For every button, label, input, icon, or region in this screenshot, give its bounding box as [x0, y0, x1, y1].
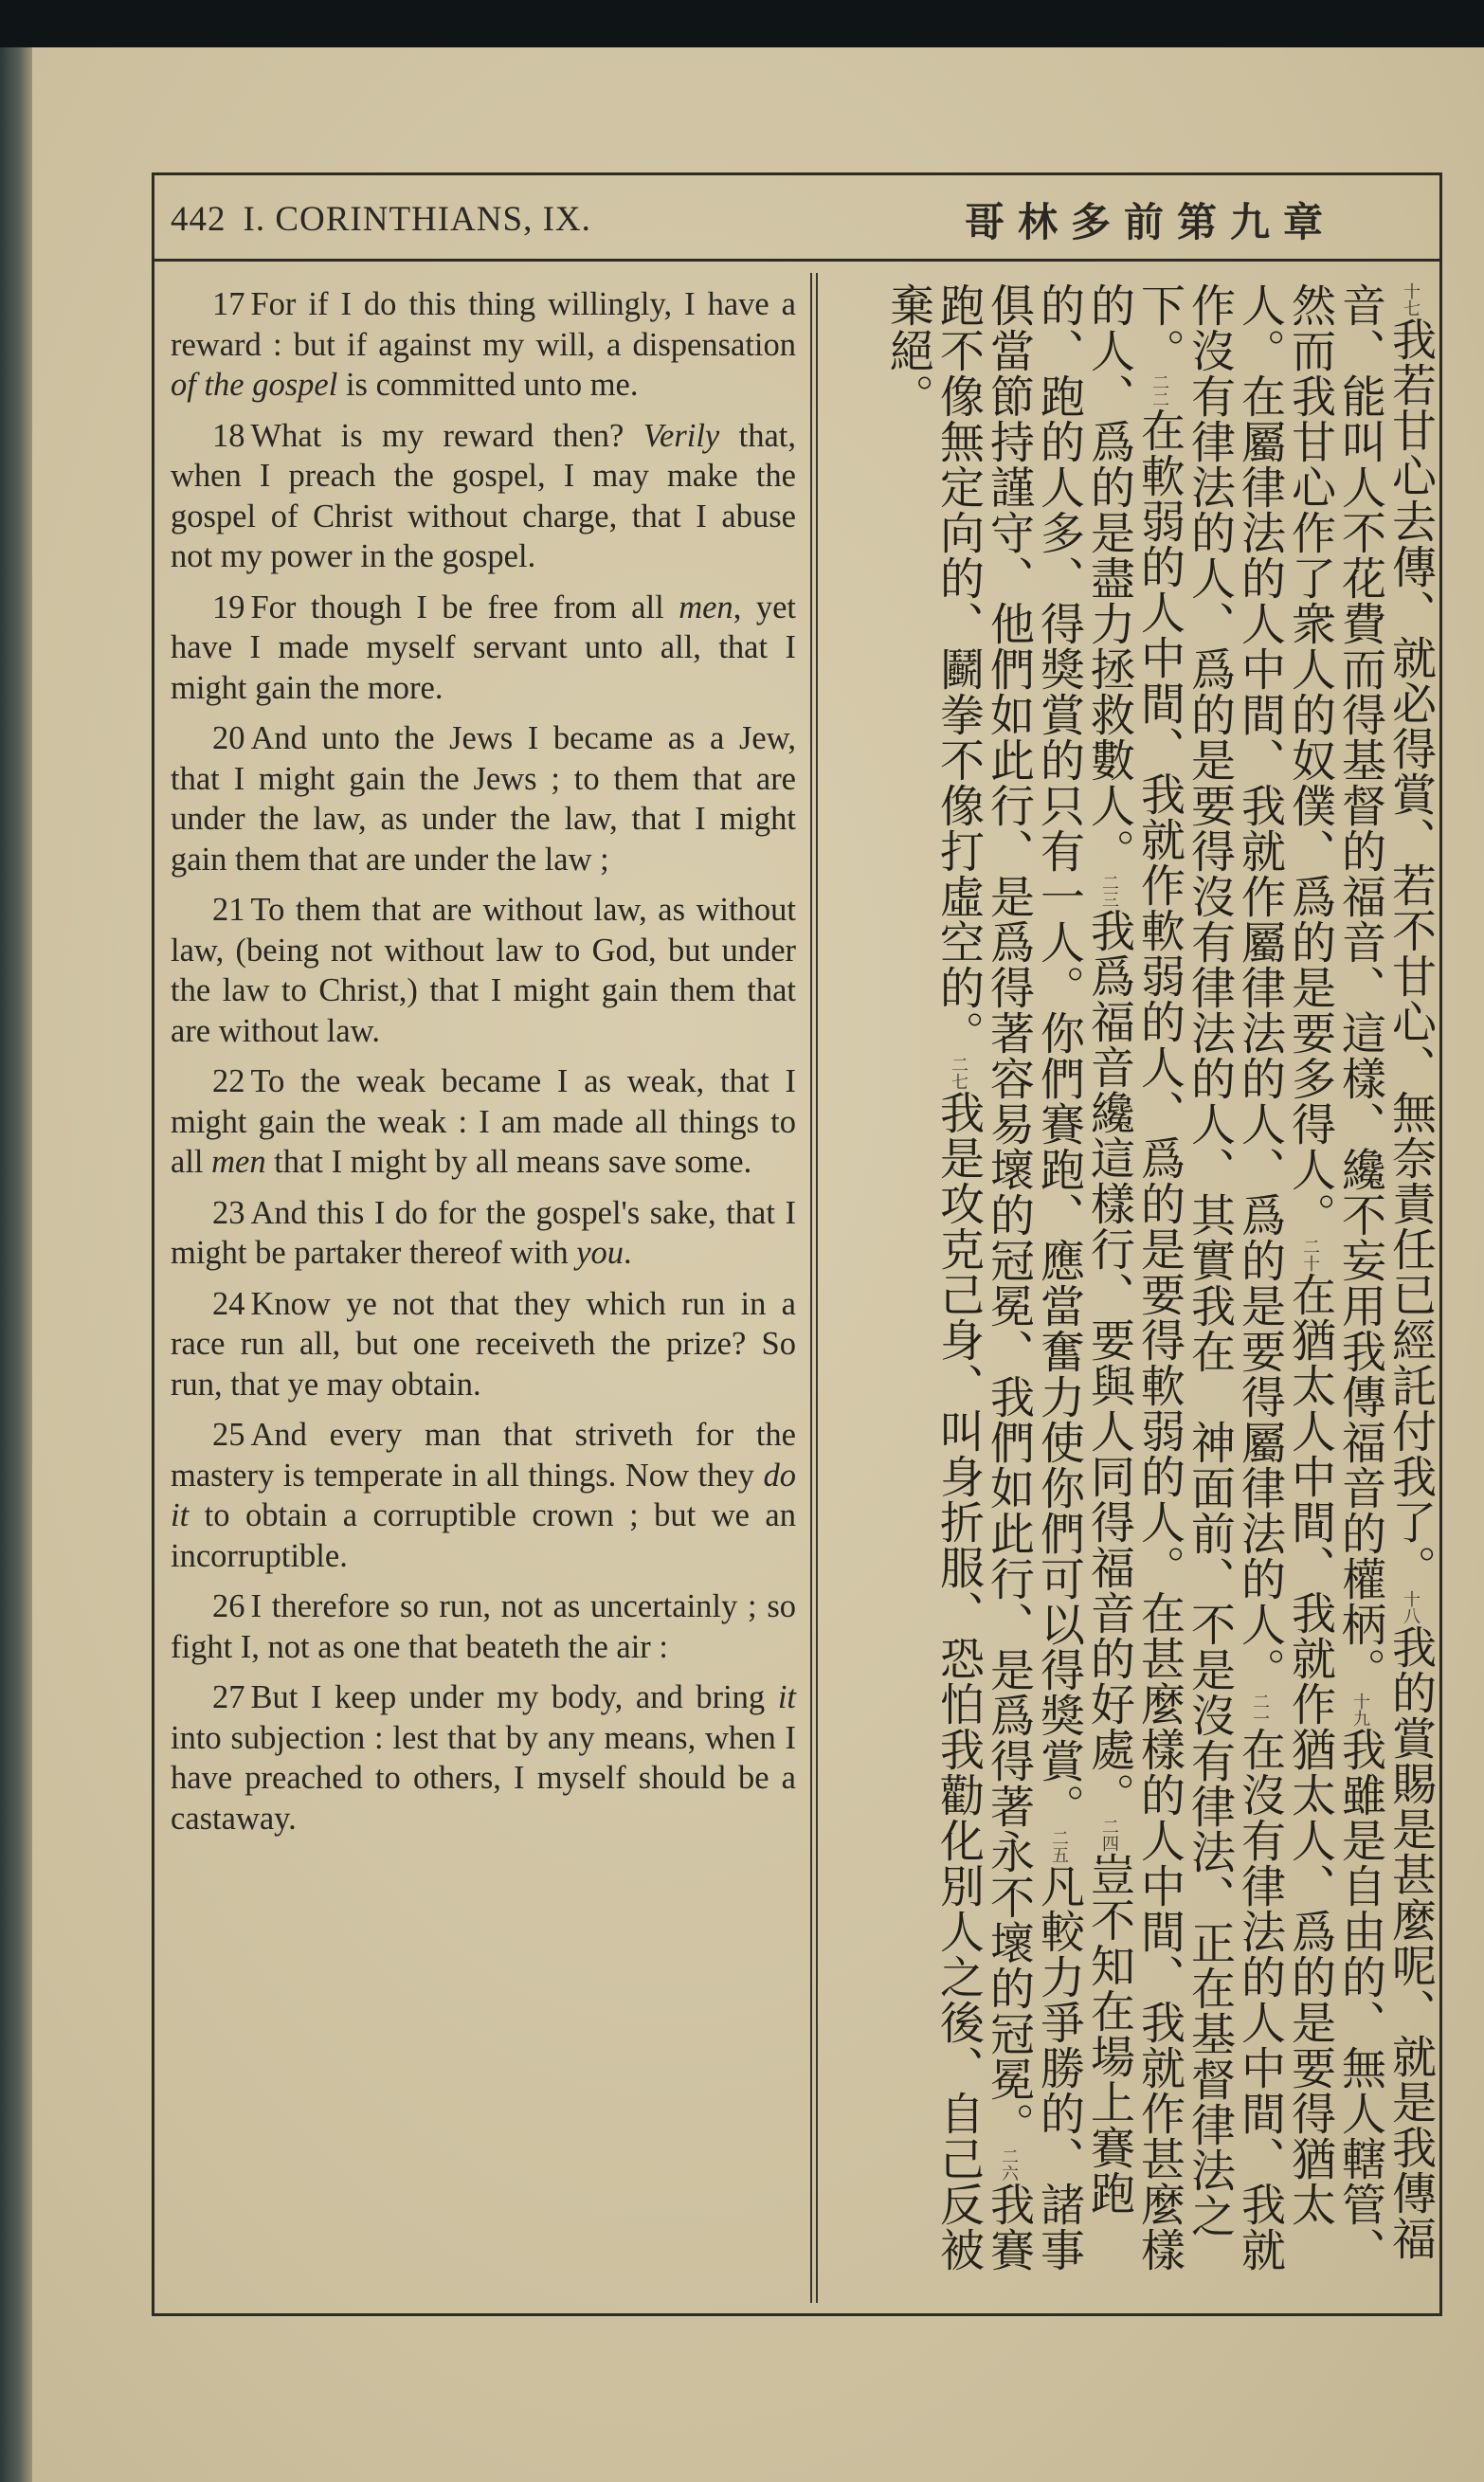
verse-number: 20	[212, 720, 245, 756]
chinese-verse-text: 凡較力爭勝的、諸事俱當節持謹守、他們如此行、是爲得著容易壞的冠冕、我們如此行、是爲得著永不壞的冠冕。	[983, 282, 1085, 2273]
chinese-verse-text: 豈不知在場上賽跑的、跑的人多、得獎賞的只有一人。你們賽跑、應當奮力使你們可以得獎賞。	[1033, 282, 1135, 2216]
chinese-text-column	[829, 282, 1436, 2301]
english-verse	[171, 890, 796, 1051]
chinese-verse-number: 二五	[1049, 1829, 1069, 1863]
verse-text: to obtain a corruptible crown ; but we an incorruptible.	[171, 1497, 796, 1574]
verse-number: 25	[212, 1417, 245, 1453]
english-verse	[171, 1415, 796, 1576]
chinese-verse-text: 在沒有律法的人中間、我就作沒有律法的人、爲的是要得沒有律法的人、其實我在 神面前、不是沒有律法、正在基督律法之下。	[1133, 282, 1286, 2273]
verse-number: 23	[212, 1194, 245, 1231]
verse-number: 19	[212, 589, 245, 625]
verse-text: , yet have I made myself servant unto all, that I might gain the more.	[171, 589, 796, 706]
chinese-verse-text: 我是攻克己身、叫身折服、恐怕我勸化別人之後、自己反被棄絕。	[882, 282, 985, 2273]
english-verse	[171, 1677, 796, 1839]
chinese-verse-text: 我的賞賜是甚麼呢、就是我傳福音、能叫人不花費而得基督的福音、這樣、纔不妄用我傳福音的權柄。	[1334, 282, 1437, 2261]
verse-text: And unto the Jews I became as a Jew, that I might gain the Jews ; to them that are under the law, as under the law, that I might gain them that are under the law ;	[171, 720, 796, 878]
running-header-english	[171, 199, 591, 256]
book-spine	[0, 47, 32, 2482]
verse-number: 17	[212, 286, 245, 322]
chinese-verse-number: 十七	[1401, 282, 1421, 317]
verse-text: To the weak became I as weak, that I might gain the weak : I am made all things to all	[171, 1063, 796, 1180]
verse-number: 26	[212, 1588, 245, 1624]
italic-text: Verily	[642, 417, 720, 454]
english-verse	[171, 1193, 796, 1274]
scan-top-edge	[0, 0, 1484, 49]
verse-text: And this I do for the gospel's sake, that I might be partaker thereof with	[171, 1194, 796, 1271]
verse-text: .	[624, 1235, 632, 1271]
italic-text: do it	[171, 1457, 796, 1533]
italic-text: men	[211, 1144, 266, 1180]
column-divider	[810, 273, 818, 2303]
chinese-verse-number: 二二	[1149, 373, 1169, 408]
verse-text: What is my reward then?	[250, 417, 643, 454]
verse-number: 18	[212, 417, 245, 454]
verse-text: For though I be free from all	[250, 589, 679, 625]
italic-text: you	[576, 1235, 624, 1271]
verse-text: To them that are without law, as without law, (being not without law to God, but under the law to Christ,) that I might gain them that are without law.	[171, 892, 796, 1049]
chinese-verse-text: 我賽跑不像無定向的、鬬拳不像打虛空的。	[932, 282, 1035, 2273]
chinese-verse-number: 二十	[1300, 1238, 1320, 1272]
chinese-verse-text: 我爲福音纔這樣行、要與人同得福音的好處。	[1083, 908, 1135, 1818]
verse-text: that, when I preach the gospel, I may make the gospel of Christ without charge, that I abuse not my power in the gospel.	[171, 417, 797, 574]
verse-text: For if I do this thing willingly, I have a reward : but if against my will, a dispensation	[171, 286, 796, 363]
running-header-chinese: 哥林多前第九章	[964, 199, 1336, 245]
chinese-verse-number: 十八	[1401, 1590, 1421, 1624]
chinese-verse-text: 在軟弱的人中間、我就作軟弱的人、爲的是要得軟弱的人。在甚麼樣的人中間、我就作甚麼樣的人、爲的是盡力拯救數人。	[1083, 282, 1185, 2273]
english-verse	[171, 1284, 796, 1405]
page-number: 442	[171, 200, 226, 239]
italic-text: of the gospel	[171, 367, 338, 403]
chinese-verse-number: 二四	[1099, 1818, 1119, 1852]
header-rule	[152, 259, 1442, 262]
verse-number: 22	[212, 1063, 245, 1099]
english-verse	[171, 284, 796, 406]
chinese-verse-number: 二三	[1099, 874, 1119, 908]
verse-text: into subjection : lest that by any means, when I have preached to others, I myself should be a castaway.	[171, 1719, 796, 1837]
english-verse	[171, 718, 796, 879]
chinese-verse-number: 二一	[1250, 1693, 1270, 1727]
chinese-verse-text: 我若甘心去傳、就必得賞、若不甘心、無奈責任已經託付我了。	[1384, 317, 1437, 1590]
verse-number: 27	[212, 1679, 245, 1715]
chinese-verse-text: 在猶太人中間、我就作猶太人、爲的是要得猶太人。在屬律法的人中間、我就作屬律法的人、爲的是要得屬律法的人。	[1234, 282, 1336, 2227]
chinese-verse-number: 二七	[949, 1056, 968, 1090]
english-verse	[171, 416, 796, 577]
italic-text: it	[777, 1679, 796, 1715]
english-verse	[171, 588, 796, 709]
english-text-column	[171, 284, 796, 2308]
verse-text: Know ye not that they which run in a race run all, but one receiveth the prize? So run, that ye may obtain.	[171, 1285, 796, 1403]
verse-text: But I keep under my body, and bring	[250, 1679, 778, 1715]
chinese-verse-number: 十九	[1350, 1693, 1370, 1727]
book-chapter-title: I. CORINTHIANS, IX.	[243, 200, 591, 239]
verse-number: 24	[212, 1285, 245, 1322]
italic-text: men	[679, 589, 733, 625]
chinese-verse-number: 二六	[999, 2147, 1019, 2182]
verse-text: And every man that striveth for the mastery is temperate in all things. Now they	[171, 1417, 796, 1494]
verse-text: that I might by all means save some.	[265, 1144, 752, 1180]
chinese-verse-text: 我雖是自由的、無人轄管、然而我甘心作了衆人的奴僕、爲的是要多得人。	[1284, 282, 1386, 2273]
verse-text: is committed unto me.	[337, 367, 639, 403]
english-verse	[171, 1061, 796, 1183]
verse-text: I therefore so run, not as uncertainly ; so fight I, not as one that beateth the air :	[171, 1588, 796, 1665]
verse-number: 21	[212, 892, 245, 928]
english-verse	[171, 1586, 796, 1667]
